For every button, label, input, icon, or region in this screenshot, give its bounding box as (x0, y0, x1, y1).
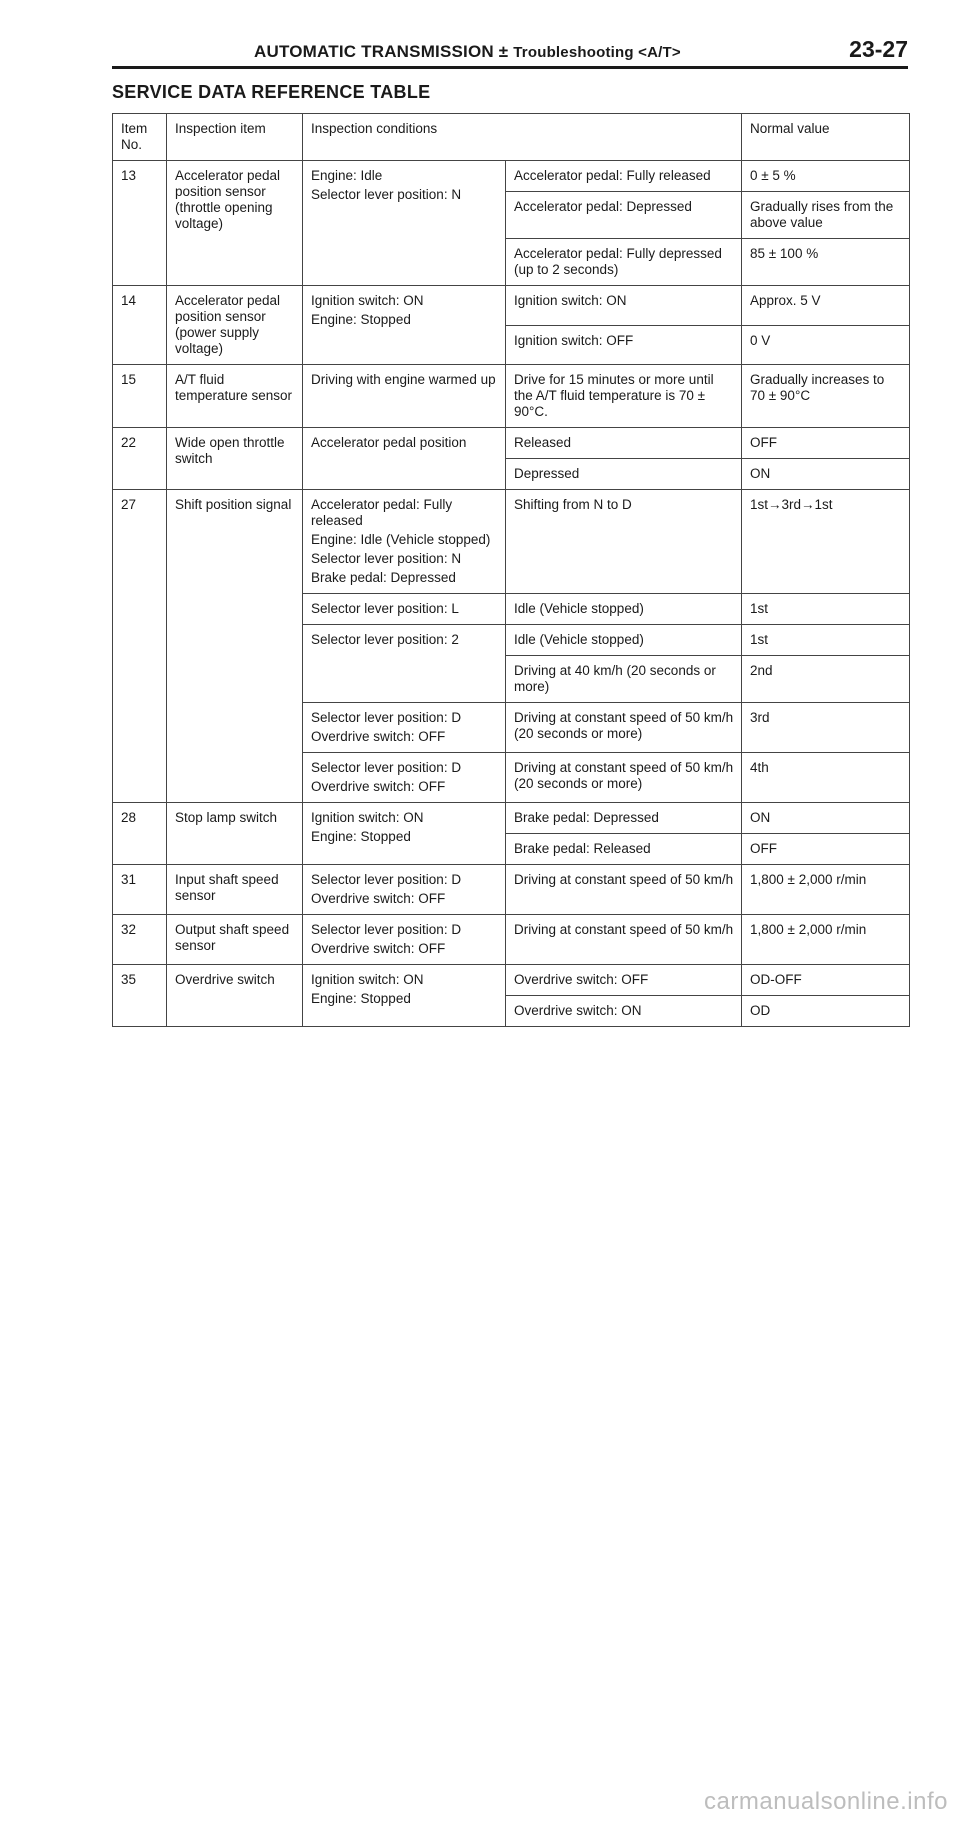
table-row (113, 365, 910, 428)
normal-value: OD-OFF (742, 965, 910, 996)
normal-value: Gradually rises from the above value (742, 192, 910, 239)
normal-value: Approx. 5 V (742, 286, 910, 326)
condition-line: Overdrive switch: OFF (311, 941, 446, 956)
sub-condition: Brake pedal: Depressed (506, 803, 742, 834)
header-rule (112, 66, 908, 69)
inspection-item: Wide open throttle switch (167, 428, 303, 490)
inspection-item: Input shaft speed sensor (167, 865, 303, 915)
item-no: 35 (113, 965, 167, 1027)
item-no: 32 (113, 915, 167, 965)
header-item-no: Item No. (113, 114, 167, 161)
header-normal-value: Normal value (742, 114, 910, 161)
item-no: 31 (113, 865, 167, 915)
watermark: carmanualsonline.info (704, 1788, 948, 1815)
section-title: SERVICE DATA REFERENCE TABLE (112, 82, 431, 102)
inspection-condition: Driving with engine warmed up (303, 365, 506, 428)
sub-condition: Idle (Vehicle stopped) (506, 625, 742, 656)
table-row (113, 286, 910, 326)
normal-value: 1st→3rd→1st (742, 490, 910, 594)
inspection-item: Accelerator pedal position sensor (throttle opening voltage) (167, 161, 303, 286)
sub-condition: Driving at constant speed of 50 km/h (506, 915, 742, 965)
table-row (113, 428, 910, 459)
condition-line: Selector lever position: N (311, 187, 462, 202)
sub-condition: Idle (Vehicle stopped) (506, 594, 742, 625)
condition-line: Ignition switch: ON (311, 810, 424, 825)
inspection-condition: Selector lever position: L (303, 594, 506, 625)
normal-value: ON (742, 803, 910, 834)
normal-value: 1,800 ± 2,000 r/min (742, 915, 910, 965)
inspection-item: Output shaft speed sensor (167, 915, 303, 965)
condition-line: Overdrive switch: OFF (311, 891, 446, 906)
header-subtitle: Troubleshooting <A/T> (513, 44, 681, 61)
inspection-item: Accelerator pedal position sensor (power supply voltage) (167, 286, 303, 365)
item-no: 22 (113, 428, 167, 490)
inspection-condition (303, 703, 506, 753)
table-row (113, 161, 910, 192)
inspection-condition (303, 286, 506, 365)
table-row (113, 965, 910, 996)
normal-value: OFF (742, 428, 910, 459)
normal-value: OD (742, 996, 910, 1027)
normal-value: 3rd (742, 703, 910, 753)
condition-line: Selector lever position: N (311, 551, 462, 566)
condition-line: Engine: Idle (311, 168, 383, 183)
item-no: 27 (113, 490, 167, 803)
table-row (113, 490, 910, 594)
sub-condition: Overdrive switch: ON (506, 996, 742, 1027)
normal-value: 0 ± 5 % (742, 161, 910, 192)
item-no: 13 (113, 161, 167, 286)
header-title (254, 42, 681, 62)
condition-line: Selector lever position: D (311, 872, 462, 887)
normal-value: OFF (742, 834, 910, 865)
condition-line: Engine: Stopped (311, 312, 411, 327)
sub-condition: Driving at constant speed of 50 km/h (20 seconds or more) (506, 703, 742, 753)
table-row (113, 915, 910, 965)
sub-condition: Released (506, 428, 742, 459)
inspection-item: Stop lamp switch (167, 803, 303, 865)
sub-condition: Ignition switch: ON (506, 286, 742, 326)
inspection-condition: Accelerator pedal position (303, 428, 506, 490)
condition-line: Brake pedal: Depressed (311, 570, 456, 585)
normal-value: 0 V (742, 325, 910, 365)
condition-line: Engine: Stopped (311, 991, 411, 1006)
sub-condition: Accelerator pedal: Depressed (506, 192, 742, 239)
item-no: 28 (113, 803, 167, 865)
normal-value: 4th (742, 753, 910, 803)
sub-condition: Driving at 40 km/h (20 seconds or more) (506, 656, 742, 703)
header-inspection-item: Inspection item (167, 114, 303, 161)
table-header-row (113, 114, 910, 161)
table-row (113, 865, 910, 915)
header-inspection-conditions: Inspection conditions (303, 114, 742, 161)
normal-value: ON (742, 459, 910, 490)
sub-condition: Accelerator pedal: Fully released (506, 161, 742, 192)
page-number: 23-27 (849, 36, 908, 62)
inspection-condition (303, 161, 506, 286)
item-no: 14 (113, 286, 167, 365)
item-no: 15 (113, 365, 167, 428)
inspection-condition: Selector lever position: 2 (303, 625, 506, 703)
normal-value: 1st (742, 625, 910, 656)
inspection-condition (303, 490, 506, 594)
sub-condition: Shifting from N to D (506, 490, 742, 594)
normal-value: 1st (742, 594, 910, 625)
condition-line: Selector lever position: D (311, 922, 462, 937)
normal-value: 2nd (742, 656, 910, 703)
normal-value: Gradually increases to 70 ± 90°C (742, 365, 910, 428)
condition-line: Accelerator pedal: Fully released (311, 497, 453, 528)
condition-line: Selector lever position: D (311, 760, 462, 775)
condition-line: Selector lever position: D (311, 710, 462, 725)
inspection-condition (303, 753, 506, 803)
sub-condition: Accelerator pedal: Fully depressed (up to 2 seconds) (506, 239, 742, 286)
inspection-condition (303, 865, 506, 915)
condition-line: Ignition switch: ON (311, 293, 424, 308)
sub-condition: Driving at constant speed of 50 km/h (506, 865, 742, 915)
condition-line: Ignition switch: ON (311, 972, 424, 987)
sub-condition: Overdrive switch: OFF (506, 965, 742, 996)
condition-line: Overdrive switch: OFF (311, 779, 446, 794)
inspection-condition (303, 915, 506, 965)
normal-value: 1,800 ± 2,000 r/min (742, 865, 910, 915)
page-header (112, 36, 908, 66)
inspection-condition (303, 803, 506, 865)
inspection-condition (303, 965, 506, 1027)
sub-condition: Brake pedal: Released (506, 834, 742, 865)
sub-condition: Depressed (506, 459, 742, 490)
page-footer (0, 1778, 960, 1821)
table-row (113, 803, 910, 834)
condition-line: Engine: Stopped (311, 829, 411, 844)
header-title-main: AUTOMATIC TRANSMISSION ± (254, 42, 514, 61)
service-data-table (112, 113, 910, 1027)
sub-condition: Drive for 15 minutes or more until the A/T fluid temperature is 70 ± 90°C. (506, 365, 742, 428)
sub-condition: Ignition switch: OFF (506, 325, 742, 365)
condition-line: Engine: Idle (Vehicle stopped) (311, 532, 491, 547)
inspection-item: Shift position signal (167, 490, 303, 803)
sub-condition: Driving at constant speed of 50 km/h (20 seconds or more) (506, 753, 742, 803)
condition-line: Overdrive switch: OFF (311, 729, 446, 744)
inspection-item: Overdrive switch (167, 965, 303, 1027)
inspection-item: A/T fluid temperature sensor (167, 365, 303, 428)
normal-value: 85 ± 100 % (742, 239, 910, 286)
